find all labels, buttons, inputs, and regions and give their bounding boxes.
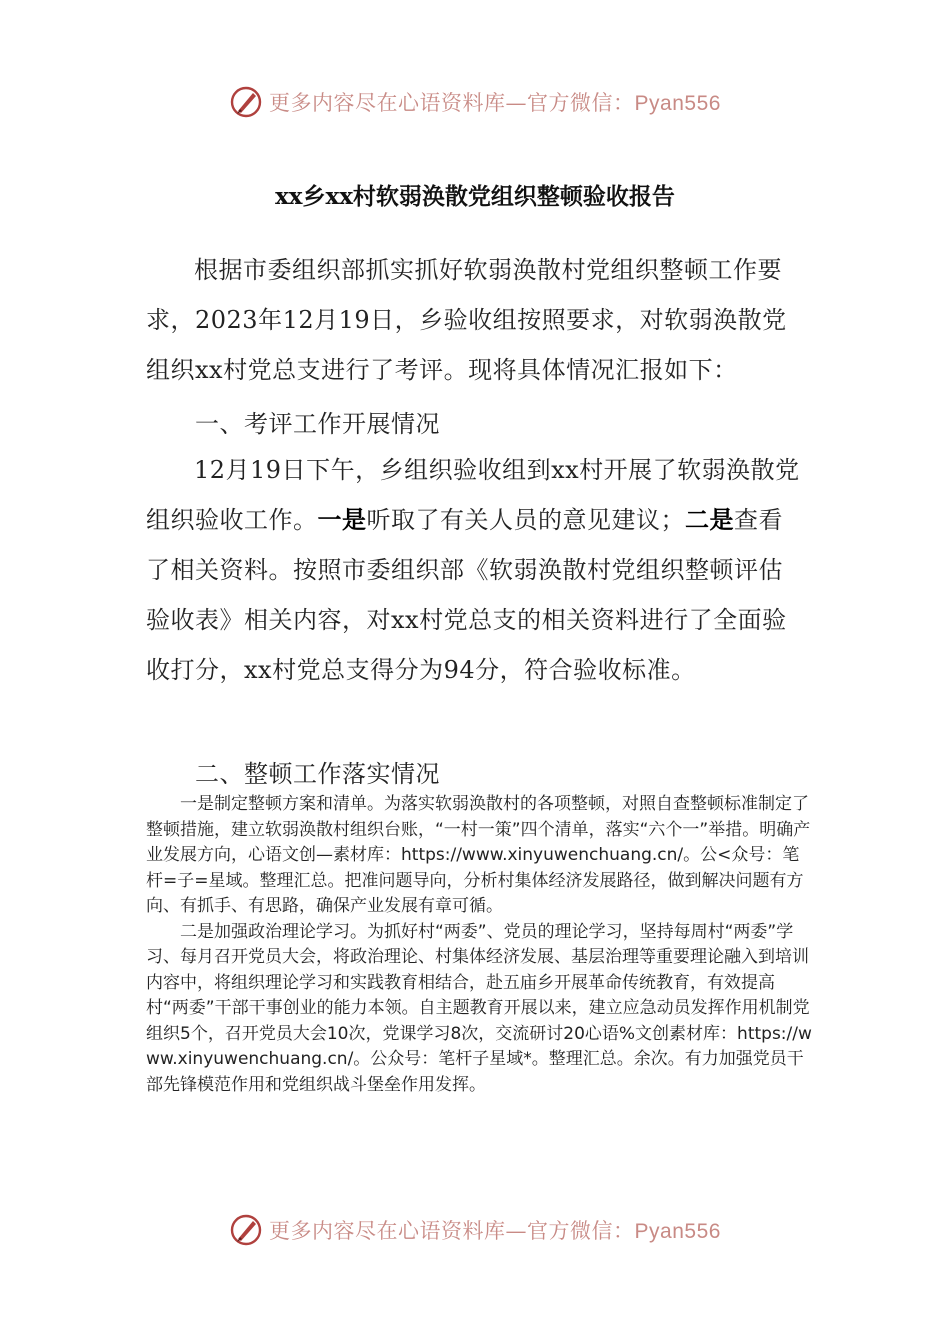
header-banner [0, 80, 950, 124]
banner-text: 更多内容尽在心语资料库—官方微信：Pyan556 [269, 91, 721, 115]
section1-heading: 一、考评工作开展情况 [195, 410, 440, 438]
section2-paragraphs [146, 792, 814, 1098]
banner-text: 更多内容尽在心语资料库—官方微信：Pyan556 [269, 1219, 721, 1243]
quill-logo-icon [229, 1213, 263, 1247]
bold-second: 二是 [685, 505, 734, 534]
quill-logo-icon [229, 85, 263, 119]
section2-item-1: 一是制定整顿方案和清单。为落实软弱涣散村的各项整顿，对照自查整顿标准制定了整顿措施，建立软弱涣散村组织台账，“一村一策”四个清单，落实“六个一”举措。明确产业发展方向，心语文创—素材库：https://www.xinyuwenchuang.cn/。公<众号：笔杆=子=星域。整理汇总。把准问题导向，分析村集体经济发展路径，做到解决问题有方向、有抓手、有思路，确保产业发展有章可循。 [146, 794, 811, 916]
intro-paragraph: 根据市委组织部抓实抓好软弱涣散村党组织整顿工作要求，2023年12月19日，乡验收组按照要求，对软弱涣散党组织xx村党总支进行了考评。现将具体情况汇报如下： [146, 256, 787, 384]
section2-heading: 二、整顿工作落实情况 [195, 760, 440, 788]
footer-banner [0, 1208, 950, 1252]
section2-item-2: 二是加强政治理论学习。为抓好村“两委”、党员的理论学习，坚持每周村“两委”学习、每月召开党员大会，将政治理论、村集体经济发展、基层治理等重要理论融入到培训内容中，将组织理论学习和实践教育相结合，赴五庙乡开展革命传统教育，有效提高村“两委”干部干事创业的能力本领。自主题教育开展以来，建立应急动员发挥作用机制党组织5个，召开党员大会10次，党课学习8次，交流研讨20心语%文创素材库：https://www.xinyuwenchuang.cn/。公众号：笔杆子星域*。整理汇总。余次。有力加强党员干部先锋模范作用和党组织战斗堡垒作用发挥。 [146, 921, 812, 1095]
section1-paragraph: 12月19日下午，乡组织验收组到xx村开展了软弱涣散党组织验收工作。一是听取了有关人员的意见建议；二是查看了相关资料。按照市委组织部《软弱涣散村党组织整顿评估验收表》相关内容，对xx村党总支的相关资料进行了全面验收打分，xx村党总支得分为94分，符合验收标准。 [146, 456, 800, 684]
document-title: xx乡xx村软弱涣散党组织整顿验收报告 [275, 183, 675, 210]
bold-first: 一是 [317, 505, 367, 534]
